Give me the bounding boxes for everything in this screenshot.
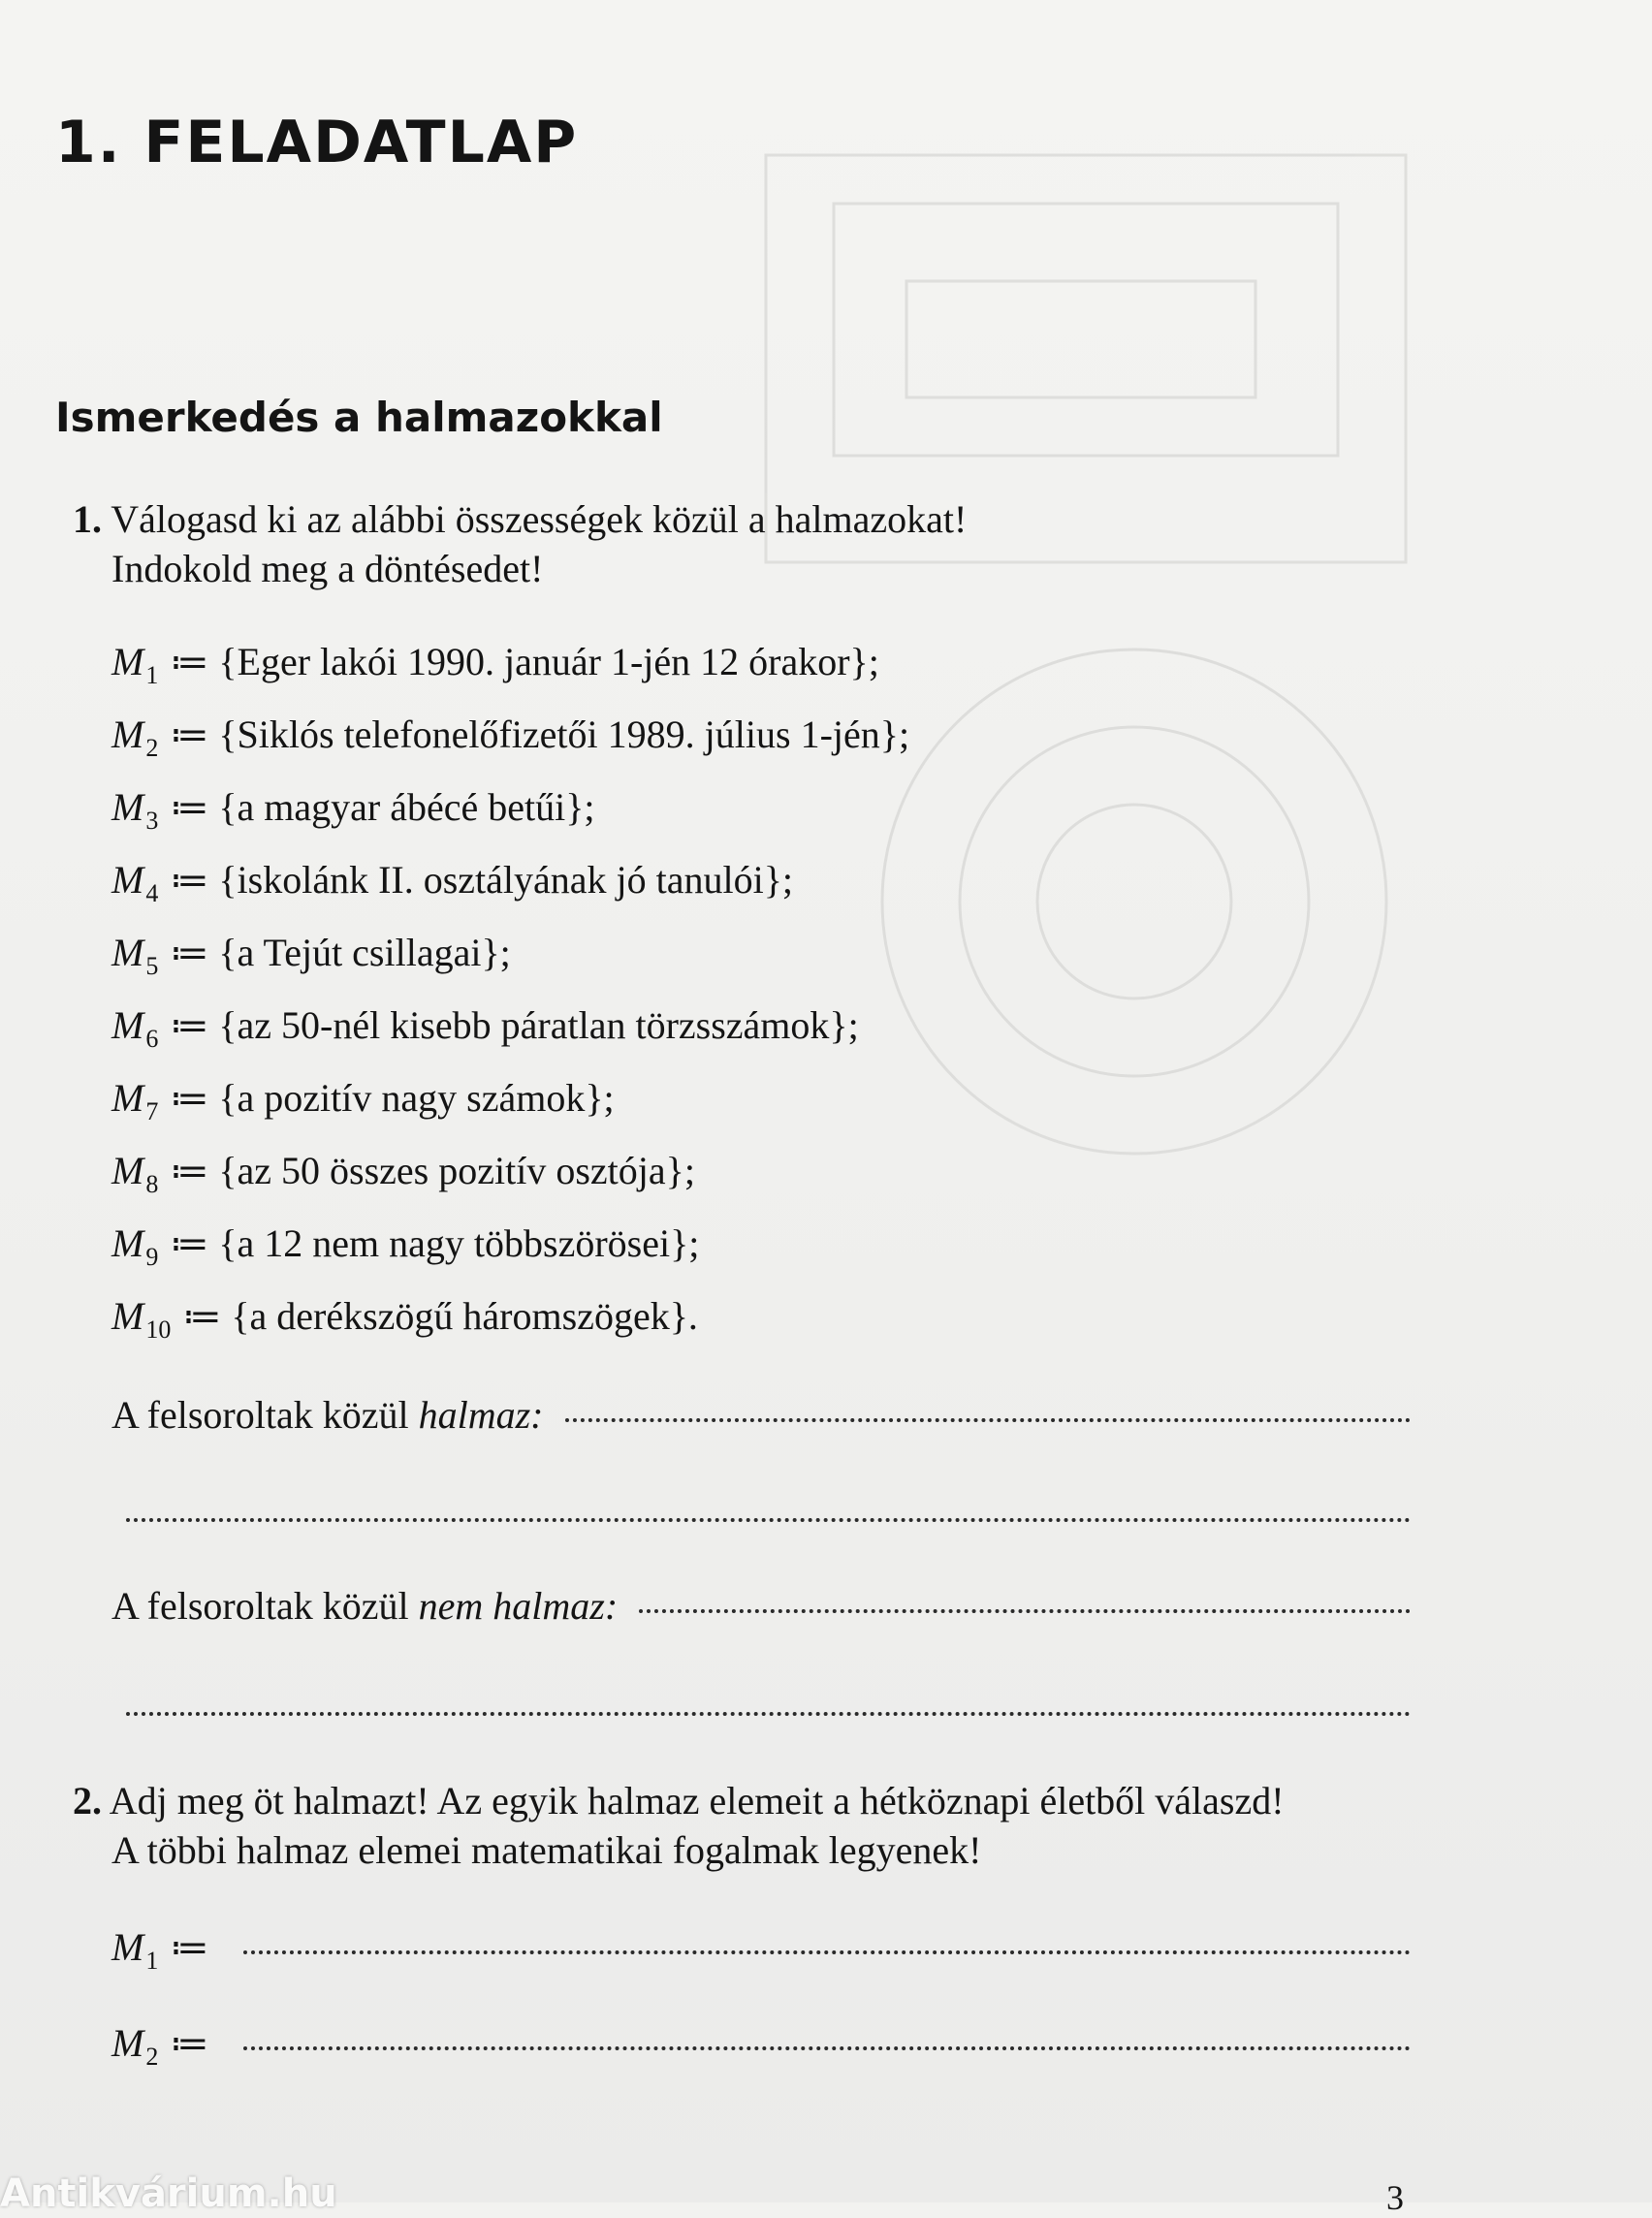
answer-halmaz-field-continued[interactable]: [126, 1518, 1411, 1522]
set-subscript: 5: [145, 952, 159, 980]
set-symbol: M: [111, 1149, 144, 1192]
watermark-text: Antikvárium.hu: [0, 2171, 337, 2216]
task2-prompt-text: Adj meg öt halmazt! Az egyik halmaz elemeit a hétköznapi életből válaszd!: [109, 1779, 1285, 1822]
task2-set-field-m2[interactable]: [243, 2046, 1411, 2050]
set-definition: ≔: [170, 2021, 209, 2065]
set-item-m5: [111, 930, 511, 990]
set-item-m1: [111, 639, 879, 699]
set-symbol: M: [111, 1003, 144, 1047]
set-subscript: 10: [145, 1315, 172, 1344]
answer-label-italic: nem halmaz:: [418, 1584, 619, 1628]
set-definition: ≔ {Siklós telefonelőfizetői 1989. július 1-jén};: [170, 713, 910, 756]
set-definition: ≔ {a pozitív nagy számok};: [170, 1076, 615, 1120]
set-symbol: M: [111, 2021, 144, 2065]
set-definition: ≔ {Eger lakói 1990. január 1-jén 12 órakor};: [170, 640, 879, 683]
answer-label-prefix: A felsoroltak közül: [111, 1393, 419, 1437]
set-item-m4: [111, 857, 793, 917]
set-item-m8: [111, 1148, 695, 1208]
set-symbol: M: [111, 713, 144, 756]
set-item-m10: [111, 1293, 698, 1353]
set-definition: ≔: [170, 1925, 209, 1969]
set-definition: ≔ {a Tejút csillagai};: [170, 931, 511, 974]
set-subscript: 1: [145, 1947, 159, 1975]
set-symbol: M: [111, 1294, 144, 1338]
set-symbol: M: [111, 1221, 144, 1265]
task2-set-row-m2: [111, 2020, 1411, 2080]
set-symbol: M: [111, 1076, 144, 1120]
page-number: 3: [1386, 2178, 1404, 2217]
set-subscript: 4: [145, 879, 159, 907]
set-symbol: M: [111, 858, 144, 902]
page-title: 1. FELADATLAP: [55, 109, 579, 176]
set-definition: ≔ {az 50-nél kisebb páratlan törzsszámok};: [170, 1003, 859, 1047]
answer-label-prefix: A felsoroltak közül: [111, 1584, 419, 1628]
answer-halmaz-label: [111, 1392, 544, 1439]
set-subscript: 6: [145, 1025, 159, 1053]
set-symbol: M: [111, 640, 144, 683]
set-subscript: 9: [145, 1243, 159, 1271]
answer-nem-halmaz-field-continued[interactable]: [126, 1712, 1411, 1716]
task1-prompt-text: Válogasd ki az alábbi összességek közül a halmazokat!: [111, 497, 968, 541]
set-definition: ≔ {a derékszögű háromszögek}.: [182, 1294, 698, 1338]
task2-prompt-line1: [73, 1778, 1285, 1824]
set-subscript: 3: [145, 807, 159, 835]
set-definition: ≔ {iskolánk II. osztályának jó tanulói};: [170, 858, 794, 902]
answer-halmaz-row: [111, 1392, 1411, 1439]
task1-prompt-line2: Indokold meg a döntésedet!: [111, 547, 544, 590]
task1-number: 1.: [73, 497, 102, 541]
answer-nem-halmaz-label: [111, 1583, 618, 1630]
task2-set-field-m1[interactable]: [243, 1950, 1411, 1954]
set-item-m9: [111, 1220, 699, 1281]
task2-set-label-m1: [111, 1924, 208, 1984]
set-item-m3: [111, 784, 595, 844]
set-definition: ≔ {a 12 nem nagy többszörösei};: [170, 1221, 700, 1265]
set-subscript: 7: [145, 1097, 159, 1125]
set-subscript: 8: [145, 1170, 159, 1198]
set-symbol: M: [111, 785, 144, 829]
set-item-m7: [111, 1075, 615, 1135]
set-subscript: 2: [145, 2043, 159, 2071]
task2-set-row-m1: [111, 1924, 1411, 1984]
set-definition: ≔ {a magyar ábécé betűi};: [170, 785, 595, 829]
task1-prompt-line1: [73, 496, 967, 543]
section-title: Ismerkedés a halmazokkal: [55, 394, 663, 441]
answer-label-italic: halmaz:: [418, 1393, 544, 1437]
answer-halmaz-field[interactable]: [565, 1418, 1412, 1422]
task2-set-label-m2: [111, 2020, 208, 2080]
set-item-m2: [111, 712, 909, 772]
set-item-m6: [111, 1002, 859, 1062]
answer-nem-halmaz-field[interactable]: [639, 1609, 1411, 1613]
task2-prompt-line2: A többi halmaz elemei matematikai fogalmak legyenek!: [111, 1828, 982, 1872]
answer-nem-halmaz-row: [111, 1583, 1411, 1630]
set-subscript: 1: [145, 661, 159, 689]
set-symbol: M: [111, 931, 144, 974]
set-symbol: M: [111, 1925, 144, 1969]
set-subscript: 2: [145, 734, 159, 762]
set-definition: ≔ {az 50 összes pozitív osztója};: [170, 1149, 695, 1192]
task2-number: 2.: [73, 1779, 102, 1822]
